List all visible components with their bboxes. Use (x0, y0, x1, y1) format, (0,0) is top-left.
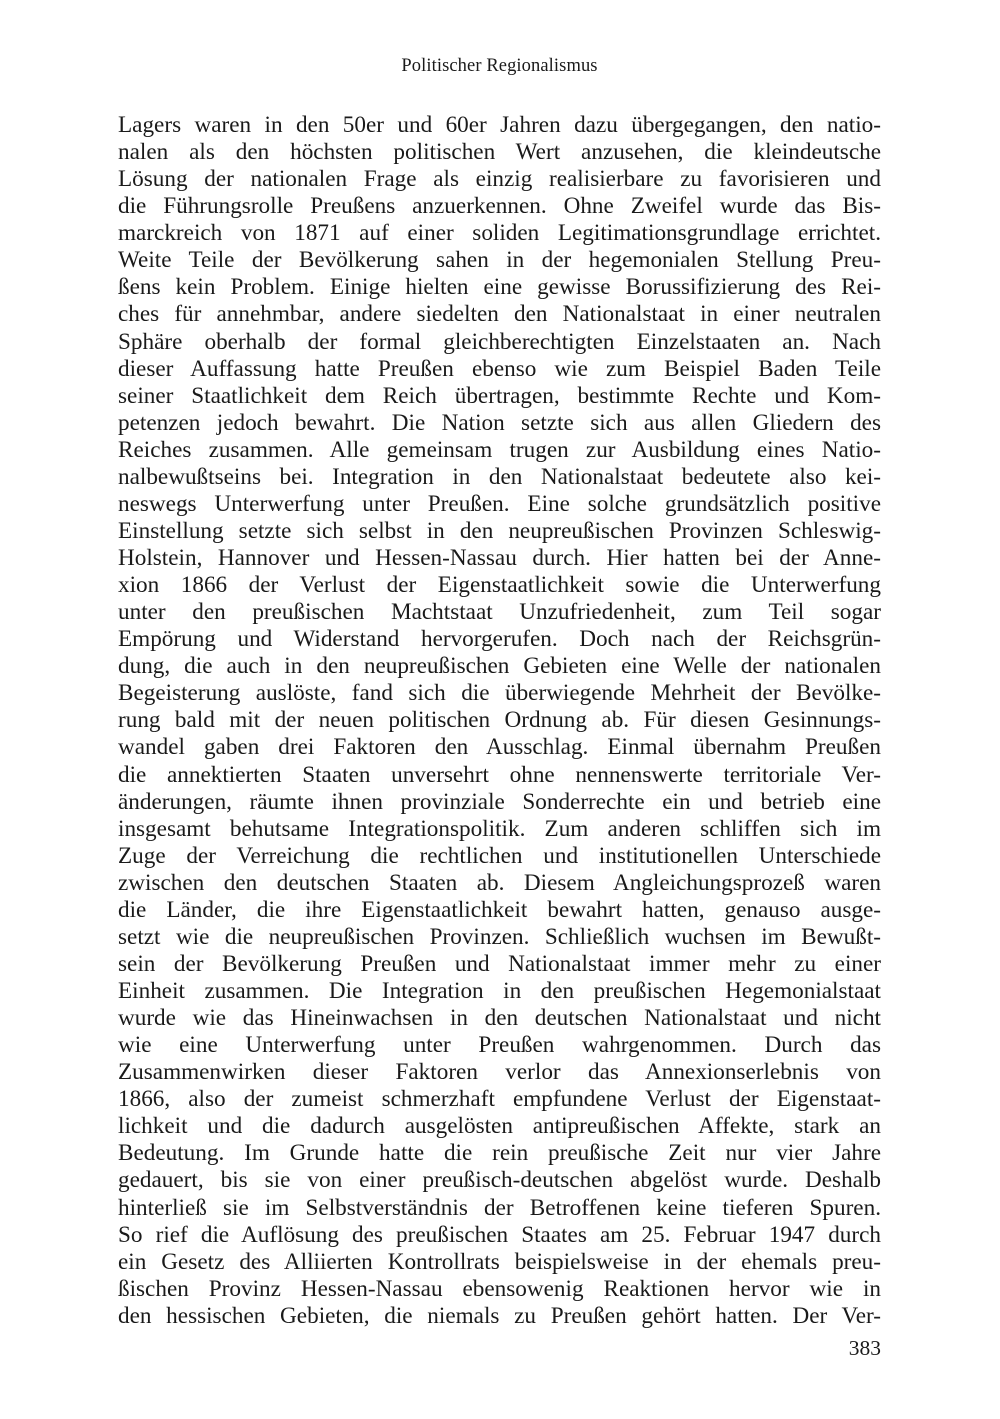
text-line: lichkeit und die dadurch ausgelösten antipreußischen Affekte, stark an (118, 1113, 881, 1140)
text-line: Weite Teile der Bevölkerung sahen in der hegemonialen Stellung Preu- (118, 247, 881, 274)
text-line: xion 1866 der Verlust der Eigenstaatlichkeit sowie die Unterwerfung (118, 572, 881, 599)
text-line: seiner Staatlichkeit dem Reich übertragen, bestimmte Rechte und Kom- (118, 382, 881, 409)
text-line: neswegs Unterwerfung unter Preußen. Eine solche grundsätzlich positive (118, 490, 881, 517)
text-line: nalen als den höchsten politischen Wert anzusehen, die kleindeutsche (118, 139, 881, 166)
text-line: dung, die auch in den neupreußischen Gebieten eine Welle der nationalen (118, 653, 881, 680)
text-line: petenzen jedoch bewahrt. Die Nation setzte sich aus allen Gliedern des (118, 409, 881, 436)
text-line: wie eine Unterwerfung unter Preußen wahrgenommen. Durch das (118, 1032, 881, 1059)
text-line: Einheit zusammen. Die Integration in den preußischen Hegemonialstaat (118, 978, 881, 1004)
text-line: die Länder, die ihre Eigenstaatlichkeit bewahrt hatten, genauso ausge- (118, 896, 881, 923)
text-line: Holstein, Hannover und Hessen-Nassau durch. Hier hatten bei der Anne- (118, 545, 881, 571)
text-line: Lösung der nationalen Frage als einzig realisierbare zu favorisieren und (118, 166, 881, 193)
text-line: Zusammenwirken dieser Faktoren verlor das Annexionserlebnis von (118, 1059, 881, 1086)
text-line: Lagers waren in den 50er und 60er Jahren dazu übergegangen, den natio- (118, 112, 881, 138)
text-line: Empörung und Widerstand hervorgerufen. Doch nach der Reichsgrün- (118, 626, 881, 653)
text-line: Zuge der Verreichung die rechtlichen und institutionellen Unterschiede (118, 842, 881, 869)
text-line: wurde wie das Hineinwachsen in den deutschen Nationalstaat und nicht (118, 1005, 881, 1032)
text-line: ßischen Provinz Hessen-Nassau ebensowenig Reaktionen hervor wie in (118, 1275, 881, 1302)
text-line: Begeisterung auslöste, fand sich die überwiegende Mehrheit der Bevölke- (118, 680, 881, 707)
text-line: So rief die Auflösung des preußischen Staates am 25. Februar 1947 durch (118, 1221, 881, 1248)
text-line: setzt wie die neupreußischen Provinzen. Schließlich wuchsen im Bewußt- (118, 923, 881, 950)
text-line: Sphäre oberhalb der formal gleichberechtigten Einzelstaaten an. Nach (118, 328, 881, 355)
text-line: 1866, also der zumeist schmerzhaft empfundene Verlust der Eigenstaat- (118, 1086, 881, 1113)
text-line: den hessischen Gebieten, die niemals zu Preußen gehört hatten. Der Ver- (118, 1302, 881, 1329)
text-line: nalbewußtseins bei. Integration in den Nationalstaat bedeutete also kei- (118, 463, 881, 490)
body-text (118, 112, 881, 1330)
text-line: ein Gesetz des Alliierten Kontrollrats beispielsweise in der ehemals preu- (118, 1248, 881, 1275)
text-line: gedauert, bis sie von einer preußisch-deutschen abgelöst wurde. Deshalb (118, 1167, 881, 1194)
text-line: unter den preußischen Machtstaat Unzufriedenheit, zum Teil sogar (118, 599, 881, 626)
text-line: rung bald mit der neuen politischen Ordnung ab. Für diesen Gesinnungs- (118, 707, 881, 734)
text-line: die Führungsrolle Preußens anzuerkennen. Ohne Zweifel wurde das Bis- (118, 193, 881, 220)
text-line: Einstellung setzte sich selbst in den neupreußischen Provinzen Schleswig- (118, 517, 881, 544)
text-line: Reiches zusammen. Alle gemeinsam trugen zur Ausbildung eines Natio- (118, 436, 881, 463)
text-line: sein der Bevölkerung Preußen und Nationalstaat immer mehr zu einer (118, 950, 881, 977)
text-line: die annektierten Staaten unversehrt ohne nennenswerte territoriale Ver- (118, 761, 881, 788)
text-line: änderungen, räumte ihnen provinziale Sonderrechte ein und betrieb eine (118, 788, 881, 815)
text-line: Bedeutung. Im Grunde hatte die rein preußische Zeit nur vier Jahre (118, 1140, 881, 1167)
text-line: insgesamt behutsame Integrationspolitik. Zum anderen schliffen sich im (118, 815, 881, 842)
text-line: ßens kein Problem. Einige hielten eine gewisse Borussifizierung des Rei- (118, 274, 881, 301)
text-line: wandel gaben drei Faktoren den Ausschlag. Einmal übernahm Preußen (118, 734, 881, 761)
text-line: marckreich von 1871 auf einer soliden Legitimationsgrundlage errichtet. (118, 220, 881, 247)
page-number: 383 (848, 1336, 881, 1360)
text-line: dieser Auffassung hatte Preußen ebenso wie zum Beispiel Baden Teile (118, 355, 881, 382)
text-line: ches für annehmbar, andere siedelten den Nationalstaat in einer neutralen (118, 301, 881, 328)
running-head: Politischer Regionalismus (401, 56, 598, 76)
text-line: hinterließ sie im Selbstverständnis der Betroffenen keine tieferen Spuren. (118, 1194, 881, 1221)
text-line: zwischen den deutschen Staaten ab. Diesem Angleichungsprozeß waren (118, 869, 881, 896)
